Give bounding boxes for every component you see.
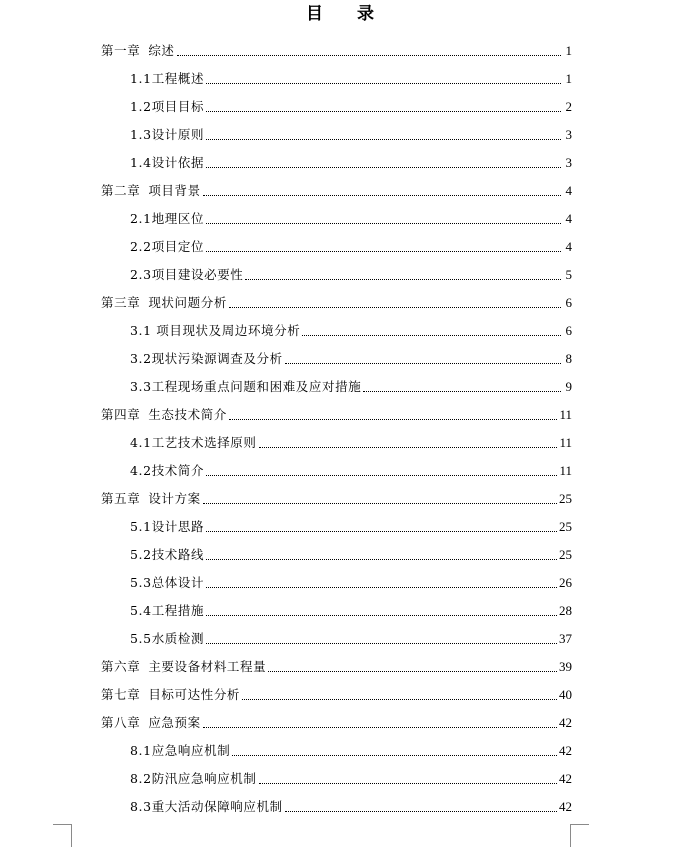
toc-entry-number: 第一章 bbox=[101, 43, 141, 58]
toc-entry-text: 设计方案 bbox=[148, 491, 201, 506]
toc-page-number: 3 bbox=[565, 155, 572, 170]
toc-page-number: 11 bbox=[559, 435, 572, 450]
toc-dot-leader bbox=[302, 334, 561, 336]
toc-section-entry[interactable] bbox=[101, 256, 572, 284]
toc-dot-leader bbox=[206, 110, 561, 112]
toc-entry-text: 防汛应急响应机制 bbox=[151, 771, 257, 786]
toc-chapter-entry[interactable] bbox=[101, 480, 572, 508]
toc-page-number: 1 bbox=[565, 71, 572, 86]
toc-chapter-entry[interactable] bbox=[101, 172, 572, 200]
toc-chapter-entry[interactable] bbox=[101, 648, 572, 676]
toc-entry-number: 1.4 bbox=[130, 155, 152, 170]
toc-entry-label bbox=[130, 546, 204, 564]
toc-section-entry[interactable] bbox=[101, 340, 572, 368]
toc-dot-leader bbox=[206, 558, 557, 560]
toc-entry-number: 2.2 bbox=[130, 239, 152, 254]
toc-dot-leader bbox=[203, 194, 561, 196]
toc-entry-label bbox=[101, 42, 175, 60]
toc-entry-text: 项目目标 bbox=[151, 99, 205, 114]
toc-entry-label bbox=[101, 658, 266, 676]
toc-entry-text: 现状污染源调查及分析 bbox=[151, 351, 283, 366]
toc-section-entry[interactable] bbox=[101, 200, 572, 228]
toc-entry-label bbox=[130, 798, 283, 816]
toc-section-entry[interactable] bbox=[101, 60, 572, 88]
toc-entry-label bbox=[130, 602, 204, 620]
toc-dot-leader bbox=[206, 138, 561, 140]
toc-entry-text: 地理区位 bbox=[151, 211, 205, 226]
toc-dot-leader bbox=[203, 726, 557, 728]
toc-entry-text: 技术简介 bbox=[151, 463, 205, 478]
toc-section-entry[interactable] bbox=[101, 452, 572, 480]
toc-entry-label bbox=[101, 714, 201, 732]
toc-dot-leader bbox=[268, 670, 557, 672]
toc-entry-label bbox=[130, 98, 204, 116]
toc-entry-label bbox=[130, 210, 204, 228]
toc-entry-number: 8.3 bbox=[130, 799, 152, 814]
toc-entry-number: 2.3 bbox=[130, 267, 152, 282]
toc-dot-leader bbox=[285, 810, 557, 812]
toc-page-number: 11 bbox=[559, 463, 572, 478]
toc-section-entry[interactable] bbox=[101, 732, 572, 760]
toc-section-entry[interactable] bbox=[101, 788, 572, 816]
toc-entry-number: 8.2 bbox=[130, 771, 152, 786]
toc-entry-text: 工程措施 bbox=[151, 603, 205, 618]
toc-entry-number: 5.1 bbox=[130, 519, 152, 534]
toc-dot-leader bbox=[206, 250, 561, 252]
toc-entry-text: 项目定位 bbox=[151, 239, 205, 254]
toc-dot-leader bbox=[259, 446, 558, 448]
toc-dot-leader bbox=[259, 782, 558, 784]
toc-section-entry[interactable] bbox=[101, 424, 572, 452]
toc-dot-leader bbox=[229, 306, 561, 308]
toc-page-number: 1 bbox=[565, 43, 572, 58]
toc-entry-text: 生态技术简介 bbox=[148, 407, 227, 422]
toc-entry-label bbox=[130, 630, 204, 648]
toc-page-number: 25 bbox=[559, 547, 572, 562]
toc-entry-text: 总体设计 bbox=[151, 575, 205, 590]
toc-entry-number: 5.5 bbox=[130, 631, 152, 646]
toc-dot-leader bbox=[363, 390, 561, 392]
toc-entry-label bbox=[130, 154, 204, 172]
toc-dot-leader bbox=[245, 278, 561, 280]
toc-dot-leader bbox=[206, 82, 561, 84]
toc-dot-leader bbox=[177, 54, 561, 56]
toc-entry-number: 1.3 bbox=[130, 127, 152, 142]
toc-entry-number: 5.2 bbox=[130, 547, 152, 562]
toc-entry-number: 5.4 bbox=[130, 603, 152, 618]
toc-page-number: 2 bbox=[565, 99, 572, 114]
toc-page-number: 25 bbox=[559, 519, 572, 534]
page-corner-mark-right bbox=[570, 824, 589, 847]
toc-entry-number: 4.2 bbox=[130, 463, 152, 478]
toc-page-number: 40 bbox=[559, 687, 572, 702]
toc-entry-text: 项目现状及周边环境分析 bbox=[151, 323, 301, 338]
toc-chapter-entry[interactable] bbox=[101, 32, 572, 60]
toc-entry-label bbox=[130, 378, 361, 396]
toc-title: 目 录 bbox=[306, 4, 388, 24]
toc-entry-text: 项目建设必要性 bbox=[151, 267, 244, 282]
toc-entry-number: 3.1 bbox=[130, 323, 152, 338]
toc-entry-label bbox=[130, 462, 204, 480]
toc-page-number: 42 bbox=[559, 771, 572, 786]
toc-entry-text: 设计依据 bbox=[151, 155, 205, 170]
toc-dot-leader bbox=[232, 754, 557, 756]
toc-entry-label bbox=[130, 742, 230, 760]
toc-page-number: 28 bbox=[559, 603, 572, 618]
toc-page-number: 37 bbox=[559, 631, 572, 646]
toc-page-number: 26 bbox=[559, 575, 572, 590]
toc-entry-label bbox=[130, 266, 243, 284]
toc-dot-leader bbox=[203, 502, 557, 504]
toc-page-number: 8 bbox=[565, 351, 572, 366]
toc-entry-label bbox=[130, 434, 257, 452]
toc-entry-label bbox=[130, 350, 283, 368]
toc-dot-leader bbox=[242, 698, 557, 700]
toc-entry-number: 2.1 bbox=[130, 211, 152, 226]
toc-dot-leader bbox=[206, 642, 557, 644]
toc-entry-label bbox=[130, 70, 204, 88]
toc-dot-leader bbox=[229, 418, 558, 420]
toc-page-number: 3 bbox=[565, 127, 572, 142]
toc-entry-label bbox=[101, 294, 227, 312]
toc-section-entry[interactable] bbox=[101, 368, 572, 396]
toc-entry-number: 4.1 bbox=[130, 435, 152, 450]
toc-entry-label bbox=[130, 238, 204, 256]
toc-entry-text: 工艺技术选择原则 bbox=[151, 435, 257, 450]
toc-entry-text: 水质检测 bbox=[151, 631, 205, 646]
toc-entry-label bbox=[130, 574, 204, 592]
toc-section-entry[interactable] bbox=[101, 116, 572, 144]
toc-page-number: 9 bbox=[565, 379, 572, 394]
toc-entry-number: 1.1 bbox=[130, 71, 152, 86]
toc-entry-number: 第二章 bbox=[101, 183, 141, 198]
toc-entry-number: 5.3 bbox=[130, 575, 152, 590]
toc-dot-leader bbox=[206, 586, 557, 588]
toc-entry-number: 第八章 bbox=[101, 715, 141, 730]
toc-dot-leader bbox=[206, 222, 561, 224]
toc-page-number: 42 bbox=[559, 715, 572, 730]
toc-page-number: 4 bbox=[565, 211, 572, 226]
toc-dot-leader bbox=[206, 166, 561, 168]
toc-chapter-entry[interactable] bbox=[101, 676, 572, 704]
toc-section-entry[interactable] bbox=[101, 508, 572, 536]
toc-page-number: 4 bbox=[565, 239, 572, 254]
page-corner-mark-left bbox=[53, 824, 72, 847]
toc-list bbox=[101, 32, 572, 816]
toc-entry-label bbox=[130, 322, 300, 340]
toc-entry-number: 8.1 bbox=[130, 743, 152, 758]
toc-page-number: 39 bbox=[559, 659, 572, 674]
toc-dot-leader bbox=[206, 530, 557, 532]
toc-entry-label bbox=[130, 518, 204, 536]
toc-page-number: 6 bbox=[565, 323, 572, 338]
toc-entry-text: 现状问题分析 bbox=[148, 295, 227, 310]
toc-page-number: 42 bbox=[559, 799, 572, 814]
toc-entry-label bbox=[130, 126, 204, 144]
toc-section-entry[interactable] bbox=[101, 312, 572, 340]
toc-page-number: 6 bbox=[565, 295, 572, 310]
toc-entry-text: 应急预案 bbox=[148, 715, 201, 730]
toc-chapter-entry[interactable] bbox=[101, 396, 572, 424]
toc-entry-number: 1.2 bbox=[130, 99, 152, 114]
toc-section-entry[interactable] bbox=[101, 592, 572, 620]
toc-entry-number: 3.2 bbox=[130, 351, 152, 366]
toc-entry-text: 主要设备材料工程量 bbox=[148, 659, 267, 674]
toc-entry-label bbox=[130, 770, 257, 788]
toc-entry-number: 第五章 bbox=[101, 491, 141, 506]
toc-dot-leader bbox=[206, 614, 557, 616]
toc-section-entry[interactable] bbox=[101, 536, 572, 564]
toc-entry-number: 第四章 bbox=[101, 407, 141, 422]
toc-chapter-entry[interactable] bbox=[101, 704, 572, 732]
toc-entry-number: 第三章 bbox=[101, 295, 141, 310]
toc-entry-label bbox=[101, 490, 201, 508]
toc-entry-label bbox=[101, 406, 227, 424]
toc-entry-label bbox=[101, 182, 201, 200]
toc-dot-leader bbox=[285, 362, 561, 364]
toc-entry-text: 应急响应机制 bbox=[151, 743, 231, 758]
toc-section-entry[interactable] bbox=[101, 144, 572, 172]
toc-entry-text: 综述 bbox=[148, 43, 175, 58]
toc-entry-number: 3.3 bbox=[130, 379, 152, 394]
toc-entry-number: 第七章 bbox=[101, 687, 141, 702]
toc-page-number: 4 bbox=[565, 183, 572, 198]
toc-entry-text: 工程概述 bbox=[151, 71, 205, 86]
toc-entry-number: 第六章 bbox=[101, 659, 141, 674]
toc-entry-text: 目标可达性分析 bbox=[148, 687, 241, 702]
toc-page-number: 11 bbox=[559, 407, 572, 422]
toc-page-number: 5 bbox=[565, 267, 572, 282]
toc-entry-label bbox=[101, 686, 240, 704]
toc-entry-text: 重大活动保障响应机制 bbox=[151, 799, 283, 814]
toc-entry-text: 项目背景 bbox=[148, 183, 201, 198]
toc-section-entry[interactable] bbox=[101, 564, 572, 592]
toc-entry-text: 工程现场重点问题和困难及应对措施 bbox=[151, 379, 362, 394]
toc-section-entry[interactable] bbox=[101, 228, 572, 256]
toc-chapter-entry[interactable] bbox=[101, 284, 572, 312]
toc-page-number: 42 bbox=[559, 743, 572, 758]
toc-section-entry[interactable] bbox=[101, 88, 572, 116]
toc-entry-text: 设计思路 bbox=[151, 519, 205, 534]
toc-page-number: 25 bbox=[559, 491, 572, 506]
toc-entry-text: 技术路线 bbox=[151, 547, 205, 562]
toc-section-entry[interactable] bbox=[101, 760, 572, 788]
toc-entry-text: 设计原则 bbox=[151, 127, 205, 142]
toc-dot-leader bbox=[206, 474, 557, 476]
toc-section-entry[interactable] bbox=[101, 620, 572, 648]
